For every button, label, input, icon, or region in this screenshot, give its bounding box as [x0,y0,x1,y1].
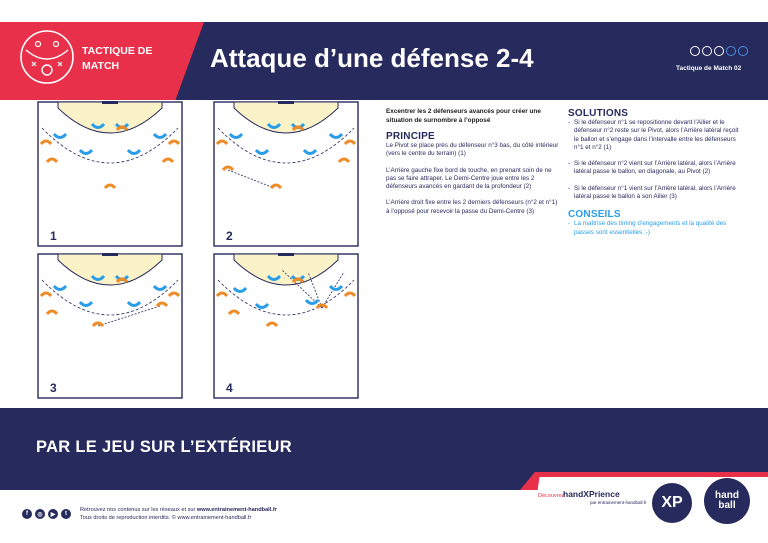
hb-logo-line-2: ball [718,500,736,511]
solution-item: - Si le défenseur n°1 vient sur l’Arrière latéral, alors l’Arrière latéral passe le ballon à son Ailier (3) [568,185,740,202]
court-diagram-3 [36,252,184,400]
goal [278,253,294,256]
solution-item: - Si le défenseur n°2 vient sur l’Arrière latéral, alors l’Arrière latéral passe le ballon, en diagonale, au Pivot (2) [568,160,740,177]
diagram-number: 4 [226,381,233,395]
category-line-1: TACTIQUE DE [82,45,153,57]
principe-column [386,108,562,224]
court-2-svg [212,100,360,248]
category-label [82,44,172,74]
footer-prefix: Retrouvez nos contenus sur les réseaux et sur [80,507,197,513]
xp-logo[interactable]: XP [652,483,692,523]
court-diagram-4 [212,252,360,400]
solution-item: - Si le défenseur n°1 se repositionne devant l’Ailier et le défenseur n°2 reste sur le Pivot, alors l’Arrière latéral reçoit le ballon et s’engage dans l’intervalle entre les défenseurs n°1 et n°2 (1) [568,119,740,152]
court-1-svg [36,100,184,248]
conseil-item: - La maîtrise des timing d’engagements et la qualité des passes sont essentielles ;-) [568,220,740,237]
twitter-icon[interactable]: t [61,509,71,519]
footer-line-1 [80,507,277,513]
hb-logo-line-1: hand [715,490,739,501]
youtube-icon[interactable]: ▶ [48,509,58,519]
court-4-svg [212,252,360,400]
diagram-number: 3 [50,381,57,395]
court-diagram-1 [36,100,184,248]
page-subtitle: Tactique de Match 02 [676,65,742,72]
principe-paragraph: L’Arrière gauche fixe bord de touche, en prenant soin de ne pas se faire attraper. Le Demi-Centre joue entre les 2 défenseurs avancés en gardant de la profondeur (2) [386,166,552,191]
footer-copyright: Tous droits de reproduction interdits. © www.entrainement-handball.fr [80,515,252,521]
decouvrez-label: Découvrez [538,493,565,499]
solutions-heading: SOLUTIONS [568,108,629,119]
handxprience-link[interactable]: handXPrience [563,489,620,499]
diagram-number: 1 [50,229,57,243]
facebook-icon[interactable]: f [22,509,32,519]
difficulty-ball-icon [702,46,712,56]
difficulty-ball-icon [714,46,724,56]
theme-title: PAR LE JEU SUR L’EXTÉRIEUR [36,438,292,456]
goal [102,253,118,256]
page-title: Attaque d’une défense 2-4 [210,43,534,73]
conseils-heading: CONSEILS [568,209,621,221]
court-3-svg [36,252,184,400]
difficulty-ball-empty-icon [738,46,748,56]
principe-heading: PRINCIPE [386,131,435,142]
difficulty-ball-empty-icon [726,46,736,56]
handball-court-logo-icon [18,28,76,86]
handxprience-parent: par entrainement-handball.fr [590,500,647,505]
social-links [22,509,71,519]
entrainement-handball-logo[interactable] [704,478,750,524]
diagram-number: 2 [226,229,233,243]
goal [102,101,118,104]
instagram-icon[interactable]: ◎ [35,509,45,519]
difficulty-rating [690,46,748,56]
solutions-column [568,108,740,237]
principe-paragraph: L’Arrière droit fixe entre les 2 derniers défenseurs (n°2 et n°1) à l’opposé pour recevoir la passe du Demi-Centre (3) [386,199,558,215]
category-line-2: MATCH [82,60,120,72]
court-diagram-2 [212,100,360,248]
goal [278,101,294,104]
footer-website-link[interactable]: www.entrainement-handball.fr [196,507,277,513]
intro-text: Excentrer les 2 défenseurs avancés pour créer une situation de surnombre à l’opposé [386,108,541,124]
difficulty-ball-icon [690,46,700,56]
principe-paragraph: Le Pivot se place près du défenseur n°3 bas, du côté intérieur (vers le centre du terrain) (1) [386,142,559,158]
